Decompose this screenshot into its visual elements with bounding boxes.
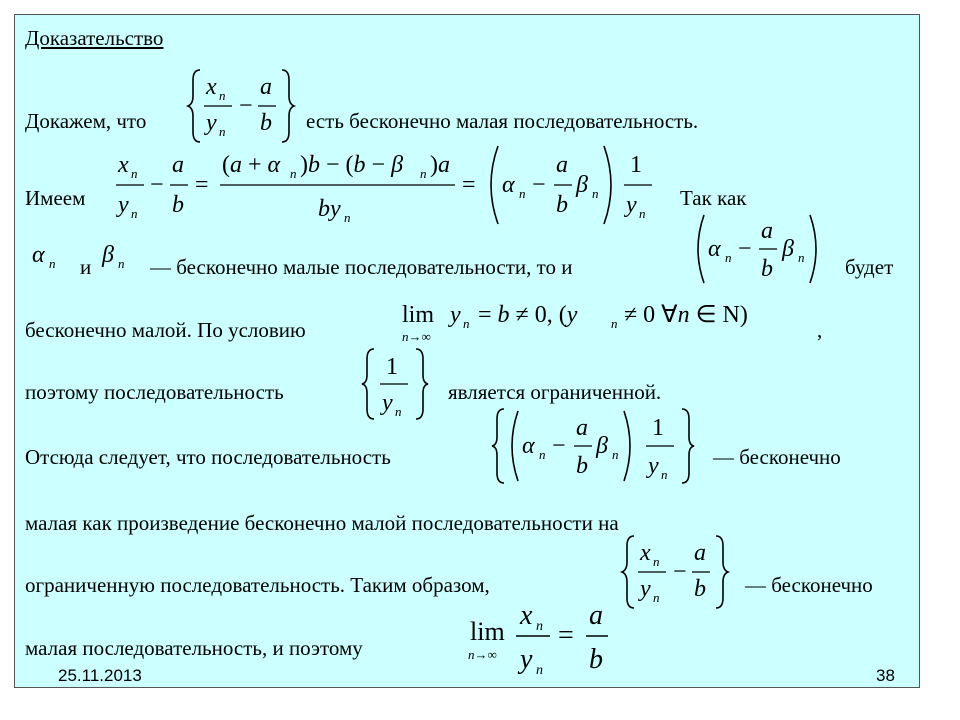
svg-text:−: − [552, 433, 566, 459]
svg-text:1: 1 [386, 354, 398, 380]
svg-text:x: x [206, 74, 217, 100]
svg-text:y: y [640, 576, 651, 602]
text-infinitesimal-dash-2: — бесконечно [745, 573, 873, 597]
svg-text:n→∞: n→∞ [402, 329, 431, 344]
proof-title: Доказательство [25, 26, 164, 50]
svg-text:α: α [502, 172, 515, 198]
svg-text:y: y [382, 390, 393, 416]
text-prove-b: есть бесконечно малая последовательность. [306, 109, 699, 133]
svg-text:n: n [290, 166, 297, 181]
svg-text:b: b [589, 644, 603, 675]
svg-text:=: = [558, 620, 574, 651]
svg-text:(a + α: (a + α [222, 152, 281, 178]
svg-text:1: 1 [630, 152, 642, 178]
formula-final-limit [466, 596, 616, 680]
svg-text:=: = [195, 172, 209, 198]
svg-text:y: y [450, 302, 461, 328]
text-hence-seq: Отсюда следует, что последовательность [25, 445, 391, 469]
formula-beta-n [100, 242, 146, 272]
text-infinitesimal-dash: — бесконечно [713, 445, 841, 469]
text-since: Так как [680, 186, 747, 210]
svg-text:by: by [318, 196, 341, 222]
svg-text:n: n [653, 554, 660, 569]
svg-text:a: a [694, 540, 706, 566]
svg-text:n: n [420, 166, 427, 181]
svg-text:β: β [596, 433, 608, 459]
formula-seq-xy-minus-ab [186, 66, 296, 146]
svg-text:n: n [395, 404, 402, 419]
formula-alpha-n [30, 242, 80, 272]
text-and: и [80, 255, 92, 279]
svg-text:a: a [761, 218, 773, 244]
svg-text:n: n [653, 590, 660, 605]
svg-text:n: n [131, 166, 138, 181]
svg-text:≠ 0 ∀n ∈ N): ≠ 0 ∀n ∈ N) [624, 302, 748, 328]
svg-text:a: a [260, 74, 272, 100]
svg-text:n: n [639, 206, 646, 221]
svg-text:n: n [219, 88, 226, 103]
svg-text:n: n [219, 124, 226, 139]
svg-text:n: n [798, 250, 805, 265]
svg-text:α: α [708, 236, 721, 262]
text-infinitesimal-cond: бесконечно малой. По условию [25, 318, 306, 342]
text-infinitesimal-then: — бесконечно малые последовательности, то и [150, 255, 573, 279]
text-small-as-product: малая как произведение бесконечно малой последовательности на [25, 511, 619, 535]
svg-text:x: x [640, 540, 651, 566]
svg-text:β: β [102, 242, 114, 268]
svg-text:n: n [463, 316, 470, 331]
svg-text:n: n [131, 206, 138, 221]
text-prove-a: Докажем, что [25, 109, 147, 133]
svg-text:)b − (b − β: )b − (b − β [300, 152, 404, 178]
svg-text:β: β [782, 236, 794, 262]
svg-text:lim: lim [470, 617, 505, 646]
footer-date: 25.11.2013 [58, 666, 142, 685]
svg-text:y: y [648, 453, 659, 479]
svg-text:b: b [556, 192, 568, 218]
svg-text:n: n [519, 186, 526, 201]
svg-text:−: − [532, 172, 546, 198]
formula-limit-condition [398, 292, 808, 347]
text-have: Имеем [25, 186, 86, 210]
svg-text:n: n [536, 663, 543, 678]
text-comma: , [817, 318, 823, 342]
svg-text:n: n [725, 250, 732, 265]
svg-text:y: y [206, 110, 217, 136]
svg-text:α: α [522, 433, 535, 459]
svg-text:n: n [592, 186, 599, 201]
formula-seq-xy-minus-ab-2 [620, 532, 730, 612]
formula-difference-expansion [110, 140, 660, 230]
svg-text:α: α [32, 242, 45, 268]
footer-page-number: 38 [876, 666, 895, 685]
svg-text:a: a [556, 152, 568, 178]
svg-text:n: n [612, 447, 619, 462]
svg-text:a: a [172, 152, 184, 178]
svg-text:n: n [49, 256, 56, 271]
svg-text:1: 1 [652, 415, 664, 441]
svg-text:n: n [118, 256, 125, 271]
svg-text:y: y [520, 644, 533, 675]
svg-text:)a: )a [430, 152, 450, 178]
svg-text:−: − [239, 93, 253, 119]
svg-text:b: b [761, 256, 773, 282]
svg-text:n: n [344, 210, 351, 225]
svg-text:a: a [576, 415, 588, 441]
svg-text:y: y [626, 192, 637, 218]
svg-text:b: b [172, 192, 184, 218]
svg-text:lim: lim [402, 302, 435, 328]
formula-alpha-minus-ab-beta [688, 212, 828, 287]
text-therefore-seq: поэтому последовательность [25, 380, 284, 404]
svg-text:y: y [118, 192, 129, 218]
svg-text:b: b [260, 110, 272, 136]
text-bounded-thus: ограниченную последовательность. Таким образом, [25, 573, 490, 597]
text-will-be: будет [845, 255, 894, 279]
svg-text:=: = [462, 172, 476, 198]
svg-text:n→∞: n→∞ [468, 647, 497, 662]
formula-one-over-yn [360, 346, 430, 422]
svg-text:a: a [589, 600, 603, 631]
formula-product-sequence [490, 405, 700, 487]
svg-text:x: x [118, 152, 129, 178]
svg-text:n: n [536, 619, 543, 634]
svg-text:= b ≠ 0, (y: = b ≠ 0, (y [478, 302, 578, 328]
svg-text:β: β [576, 172, 588, 198]
svg-text:b: b [694, 576, 706, 602]
svg-text:−: − [150, 172, 164, 198]
svg-text:−: − [738, 236, 752, 262]
text-small-seq-hence: малая последовательность, и поэтому [25, 636, 363, 660]
svg-text:n: n [611, 316, 618, 331]
svg-text:x: x [520, 600, 533, 631]
svg-text:b: b [576, 453, 588, 479]
svg-text:−: − [673, 559, 687, 585]
text-is-bounded: является ограниченной. [448, 380, 662, 404]
svg-text:n: n [661, 467, 668, 482]
svg-text:n: n [539, 447, 546, 462]
